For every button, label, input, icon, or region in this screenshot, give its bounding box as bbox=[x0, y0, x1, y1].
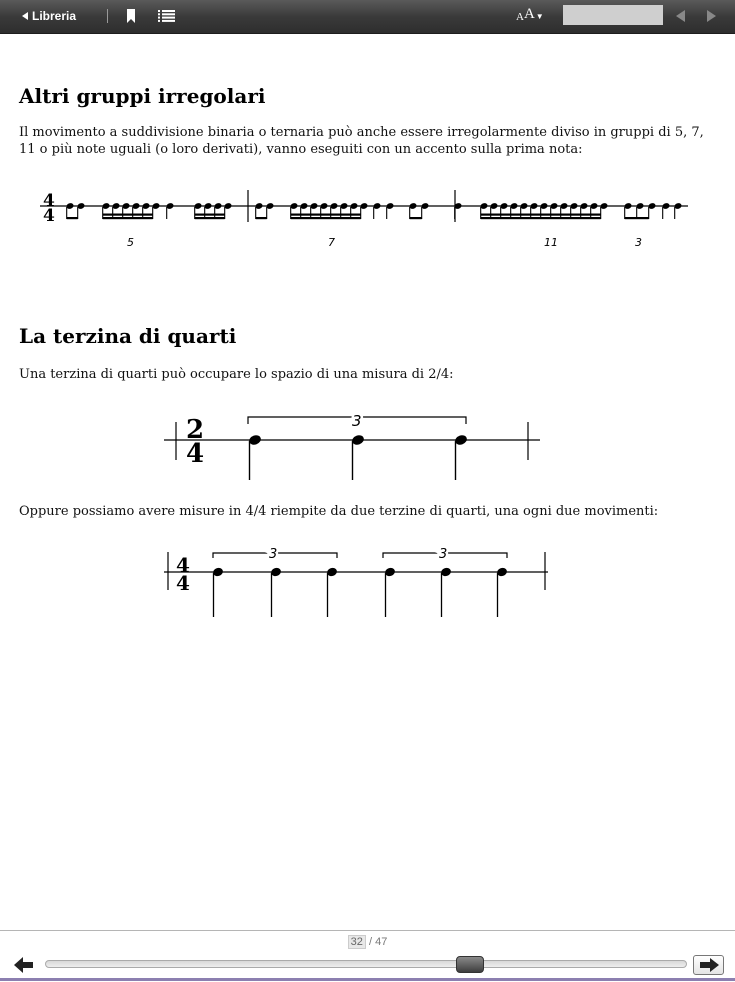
library-button[interactable] bbox=[22, 7, 76, 25]
tuplet-number: 3 bbox=[352, 412, 362, 430]
quarter-note bbox=[496, 567, 508, 617]
page-slider-track[interactable] bbox=[45, 960, 687, 968]
beam bbox=[195, 214, 225, 216]
beam bbox=[625, 217, 649, 219]
beam bbox=[291, 214, 361, 216]
page-navigation-bar bbox=[0, 930, 735, 982]
library-label: Libreria bbox=[32, 9, 77, 23]
book-page bbox=[0, 34, 735, 930]
quarter-note bbox=[212, 567, 224, 617]
notes bbox=[66, 202, 683, 219]
next-page-button[interactable] bbox=[693, 955, 724, 975]
previous-result-icon[interactable] bbox=[676, 10, 685, 22]
back-triangle-icon bbox=[22, 12, 28, 20]
quarter-note bbox=[440, 567, 452, 617]
quarter-note bbox=[326, 567, 338, 617]
tuplet-number: 3 bbox=[439, 547, 448, 562]
time-signature bbox=[43, 191, 55, 226]
note-group bbox=[290, 202, 369, 219]
note-group bbox=[674, 202, 683, 219]
beam bbox=[256, 217, 267, 219]
tuplet-number: 5 bbox=[127, 236, 134, 249]
beam bbox=[291, 217, 361, 219]
bookmark-icon[interactable] bbox=[126, 9, 136, 23]
paragraph: Il movimento a suddivisione binaria o ternaria può anche essere irregolarmente diviso in gruppi di 5, 7, 11 o più note uguali (o loro derivati), vanno eseguiti con un accento sulla prima nota: bbox=[19, 125, 704, 157]
svg-text:4: 4 bbox=[176, 553, 190, 577]
quarter-note bbox=[248, 434, 262, 480]
next-result-icon[interactable] bbox=[707, 10, 716, 22]
svg-text:4: 4 bbox=[43, 191, 55, 211]
time-signature bbox=[186, 415, 204, 469]
tuplet-number: 7 bbox=[328, 236, 335, 249]
quarter-note bbox=[270, 567, 282, 617]
note-group bbox=[102, 202, 161, 219]
top-toolbar bbox=[0, 0, 735, 34]
beam bbox=[481, 214, 601, 216]
note-group bbox=[662, 202, 671, 219]
note-group bbox=[255, 202, 275, 219]
note-group bbox=[386, 202, 395, 219]
music-example-triplets-4-4 bbox=[160, 542, 555, 617]
quarter-note bbox=[351, 434, 365, 480]
note-group bbox=[373, 202, 382, 219]
tuplet-number: 3 bbox=[269, 547, 278, 562]
note-group bbox=[624, 202, 657, 219]
note-group bbox=[66, 202, 86, 219]
svg-text:4: 4 bbox=[176, 571, 190, 595]
svg-text:2: 2 bbox=[186, 415, 205, 445]
table-of-contents-icon[interactable] bbox=[158, 10, 175, 22]
notes bbox=[212, 567, 508, 617]
beam bbox=[103, 214, 153, 216]
paragraph: Una terzina di quarti può occupare lo spazio di una misura di 2/4: bbox=[19, 367, 454, 382]
quarter-note bbox=[384, 567, 396, 617]
beam bbox=[103, 217, 153, 219]
total-pages: / 47 bbox=[368, 936, 388, 948]
beam bbox=[481, 217, 601, 219]
beam bbox=[410, 217, 422, 219]
note-group bbox=[166, 202, 175, 219]
note-group bbox=[409, 202, 430, 219]
svg-text:4: 4 bbox=[43, 206, 55, 226]
beam bbox=[195, 217, 225, 219]
section-title: La terzina di quarti bbox=[19, 324, 237, 348]
quarter-note bbox=[454, 434, 468, 480]
tuplet-number: 3 bbox=[635, 236, 642, 249]
paragraph: Oppure possiamo avere misure in 4/4 riempite da due terzine di quarti, una ogni due movimenti: bbox=[19, 504, 659, 519]
note-group bbox=[480, 202, 609, 219]
section-title: Altri gruppi irregolari bbox=[19, 84, 266, 108]
music-example-triplet-2-4 bbox=[160, 404, 545, 484]
time-signature bbox=[176, 553, 190, 595]
tuplet-number: 11 bbox=[544, 236, 558, 249]
beam bbox=[67, 217, 78, 219]
chevron-down-icon: ▼ bbox=[535, 12, 544, 21]
next-page-arrow-icon bbox=[699, 958, 719, 972]
search-input[interactable] bbox=[563, 5, 663, 25]
current-page-number[interactable]: 32 bbox=[348, 935, 366, 949]
music-example-irregular-groups bbox=[30, 184, 710, 254]
svg-text:4: 4 bbox=[186, 439, 205, 469]
page-slider-handle[interactable] bbox=[456, 956, 484, 973]
note-group bbox=[194, 202, 233, 219]
font-size-button[interactable]: A A ▼ bbox=[516, 6, 544, 23]
page-indicator bbox=[0, 936, 735, 948]
toolbar-divider bbox=[107, 9, 108, 23]
previous-page-arrow-icon[interactable] bbox=[14, 957, 34, 973]
